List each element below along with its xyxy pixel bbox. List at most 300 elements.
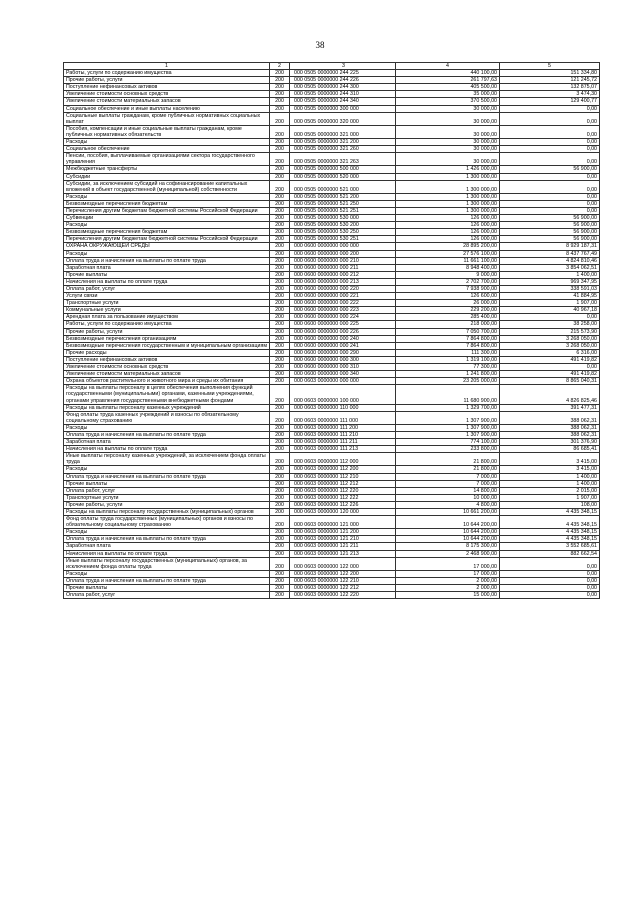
budget-code: 000 0603 0000000 122 212 [290, 585, 396, 592]
approved-amount: 126 000,00 [396, 222, 500, 229]
row-code: 200 [270, 509, 290, 516]
executed-amount: 121 245,72 [500, 77, 600, 84]
budget-code: 000 0600 0000000 000 310 [290, 364, 396, 371]
row-name: Социальное обеспечение [64, 146, 270, 153]
approved-amount: 7 864 800,00 [396, 342, 500, 349]
table-row [64, 378, 600, 385]
executed-amount: 1 907,00 [500, 494, 600, 501]
budget-code: 000 0603 0000000 121 200 [290, 529, 396, 536]
header-cell: 3 [290, 63, 396, 70]
row-name: Заработная плата [64, 264, 270, 271]
executed-amount: 491 419,82 [500, 356, 600, 363]
approved-amount: 1 300 000,00 [396, 200, 500, 207]
approved-amount: 26 000,00 [396, 300, 500, 307]
table-row [64, 200, 600, 207]
approved-amount: 1 300 000,00 [396, 180, 500, 193]
budget-code: 000 0600 0000000 000 200 [290, 250, 396, 257]
executed-amount: 215 573,90 [500, 328, 600, 335]
table-row [64, 180, 600, 193]
row-code: 200 [270, 466, 290, 473]
table-row [64, 278, 600, 285]
approved-amount: 30 000,00 [396, 153, 500, 166]
executed-amount: 1 400,00 [500, 271, 600, 278]
budget-code: 000 0603 0000000 121 211 [290, 543, 396, 550]
row-code: 200 [270, 473, 290, 480]
row-code: 200 [270, 494, 290, 501]
budget-code: 000 0603 0000000 122 220 [290, 592, 396, 599]
executed-amount: 40 967,18 [500, 307, 600, 314]
budget-code: 000 0603 0000000 121 000 [290, 516, 396, 529]
table-row [64, 473, 600, 480]
budget-code: 000 0603 0000000 112 000 [290, 453, 396, 466]
table-row [64, 424, 600, 431]
executed-amount: 0,00 [500, 592, 600, 599]
row-name: Социальное обеспечение и иные выплаты населению [64, 105, 270, 112]
row-code: 200 [270, 356, 290, 363]
row-name: Увеличение стоимости материальных запасов [64, 371, 270, 378]
row-name: Субсидии [64, 173, 270, 180]
budget-code: 000 0600 0000000 000 225 [290, 321, 396, 328]
budget-code: 000 0505 0000000 321 260 [290, 146, 396, 153]
executed-amount: 56 900,00 [500, 222, 600, 229]
row-code: 200 [270, 411, 290, 424]
row-name: Социальные выплаты гражданам, кроме публичных нормативных социальных выплат [64, 112, 270, 125]
row-code: 200 [270, 328, 290, 335]
table-row [64, 487, 600, 494]
table-header-row [64, 63, 600, 70]
row-code: 200 [270, 585, 290, 592]
row-name: Арендная плата за пользование имуществом [64, 314, 270, 321]
row-code: 200 [270, 446, 290, 453]
row-name: Субвенции [64, 215, 270, 222]
table-row [64, 257, 600, 264]
row-code: 200 [270, 543, 290, 550]
row-code: 200 [270, 215, 290, 222]
approved-amount: 14 800,00 [396, 487, 500, 494]
budget-code: 000 0505 0000000 321 200 [290, 139, 396, 146]
row-code: 200 [270, 139, 290, 146]
table-row [64, 146, 600, 153]
approved-amount: 9 000,00 [396, 271, 500, 278]
table-row [64, 215, 600, 222]
executed-amount: 388 062,31 [500, 424, 600, 431]
approved-amount: 126 000,00 [396, 229, 500, 236]
approved-amount: 1 307 900,00 [396, 424, 500, 431]
budget-code: 000 0603 0000000 112 226 [290, 501, 396, 508]
row-code: 200 [270, 342, 290, 349]
row-code: 200 [270, 84, 290, 91]
executed-amount: 4 826 825,46 [500, 385, 600, 404]
budget-code: 000 0600 0000000 000 300 [290, 356, 396, 363]
budget-code: 000 0603 0000000 122 200 [290, 570, 396, 577]
executed-amount: 0,00 [500, 112, 600, 125]
table-row [64, 364, 600, 371]
row-code: 200 [270, 257, 290, 264]
row-name: Иные выплаты персоналу казенных учреждений, за исключением фонда оплаты труда [64, 453, 270, 466]
approved-amount: 126 600,00 [396, 293, 500, 300]
table-row [64, 125, 600, 138]
table-row [64, 371, 600, 378]
row-code: 200 [270, 431, 290, 438]
row-name: Пенсии, пособия, выплачиваемые организациями сектора государственного управления [64, 153, 270, 166]
budget-code: 000 0600 0000000 000 223 [290, 307, 396, 314]
table-row [64, 207, 600, 214]
row-code: 200 [270, 293, 290, 300]
row-code: 200 [270, 577, 290, 584]
table-row [64, 446, 600, 453]
row-code: 200 [270, 307, 290, 314]
approved-amount: 30 000,00 [396, 139, 500, 146]
row-code: 200 [270, 278, 290, 285]
budget-code: 000 0505 0000000 521 251 [290, 207, 396, 214]
executed-amount: 4 435 348,15 [500, 516, 600, 529]
row-name: Безвозмездные перечисления государственным и муниципальным организациям [64, 342, 270, 349]
approved-amount: 229 200,00 [396, 307, 500, 314]
executed-amount: 3 474,30 [500, 91, 600, 98]
executed-amount: 38 258,00 [500, 321, 600, 328]
table-row [64, 570, 600, 577]
approved-amount: 233 800,00 [396, 446, 500, 453]
approved-amount: 30 000,00 [396, 146, 500, 153]
approved-amount: 7 000,00 [396, 480, 500, 487]
table-row [64, 271, 600, 278]
executed-amount: 8 865 040,31 [500, 378, 600, 385]
table-row [64, 70, 600, 77]
row-name: Поступление нефинансовых активов [64, 84, 270, 91]
row-code: 200 [270, 77, 290, 84]
row-code: 200 [270, 371, 290, 378]
row-name: Увеличение стоимости основных средств [64, 364, 270, 371]
budget-code: 000 0603 0000000 111 213 [290, 446, 396, 453]
row-name: Расходы [64, 466, 270, 473]
executed-amount: 0,00 [500, 364, 600, 371]
row-name: Прочие работы, услуги [64, 328, 270, 335]
approved-amount: 1 241 800,00 [396, 371, 500, 378]
table-row [64, 349, 600, 356]
approved-amount: 1 319 100,00 [396, 356, 500, 363]
approved-amount: 440 100,00 [396, 70, 500, 77]
row-name: Охрана объектов растительного и животного мира и среды их обитания [64, 378, 270, 385]
row-code: 200 [270, 91, 290, 98]
budget-code: 000 0600 0000000 000 222 [290, 300, 396, 307]
approved-amount: 8 175 300,00 [396, 543, 500, 550]
row-code: 200 [270, 439, 290, 446]
approved-amount: 10 644 200,00 [396, 529, 500, 536]
row-code: 200 [270, 193, 290, 200]
row-code: 200 [270, 516, 290, 529]
table-row [64, 494, 600, 501]
row-name: Безвозмездные перечисления организациям [64, 335, 270, 342]
row-name: Расходы [64, 222, 270, 229]
row-name: Работы, услуги по содержанию имущества [64, 321, 270, 328]
row-code: 200 [270, 529, 290, 536]
approved-amount: 1 307 900,00 [396, 431, 500, 438]
approved-amount: 30 000,00 [396, 105, 500, 112]
budget-code: 000 0505 0000000 321 000 [290, 125, 396, 138]
row-code: 200 [270, 321, 290, 328]
row-name: Прочие расходы [64, 349, 270, 356]
row-name: Прочие работы, услуги [64, 501, 270, 508]
approved-amount: 8 948 400,00 [396, 264, 500, 271]
approved-amount: 111 300,00 [396, 349, 500, 356]
approved-amount: 1 426 000,00 [396, 166, 500, 173]
row-name: Оплата работ, услуг [64, 592, 270, 599]
table-row [64, 543, 600, 550]
row-name: Межбюджетные трансферты [64, 166, 270, 173]
executed-amount: 129 400,77 [500, 98, 600, 105]
table-row [64, 466, 600, 473]
approved-amount: 126 000,00 [396, 236, 500, 243]
executed-amount: 151 334,80 [500, 70, 600, 77]
approved-amount: 35 000,00 [396, 91, 500, 98]
budget-code: 000 0505 0000000 521 200 [290, 193, 396, 200]
row-name: Расходы [64, 250, 270, 257]
executed-amount: 0,00 [500, 207, 600, 214]
row-name: Увеличение стоимости основных средств [64, 91, 270, 98]
executed-amount: 388 062,31 [500, 431, 600, 438]
budget-code: 000 0600 0000000 000 212 [290, 271, 396, 278]
executed-amount: 3 268 050,00 [500, 342, 600, 349]
table-row [64, 293, 600, 300]
table-row [64, 98, 600, 105]
table-row [64, 173, 600, 180]
budget-code: 000 0600 0000000 000 220 [290, 286, 396, 293]
table-row [64, 335, 600, 342]
approved-amount: 28 895 200,00 [396, 243, 500, 250]
executed-amount: 0,00 [500, 105, 600, 112]
approved-amount: 1 300 000,00 [396, 207, 500, 214]
approved-amount: 11 661 100,00 [396, 257, 500, 264]
budget-code: 000 0600 0000000 000 340 [290, 371, 396, 378]
executed-amount: 4 435 348,15 [500, 509, 600, 516]
executed-amount: 0,00 [500, 153, 600, 166]
approved-amount: 7 000,00 [396, 473, 500, 480]
budget-code: 000 0603 0000000 100 000 [290, 385, 396, 404]
approved-amount: 2 000,00 [396, 585, 500, 592]
row-code: 200 [270, 404, 290, 411]
row-code: 200 [270, 501, 290, 508]
row-name: Перечисления другим бюджетам бюджетной системы Российской Федерации [64, 207, 270, 214]
approved-amount: 2 468 900,00 [396, 550, 500, 557]
row-code: 200 [270, 550, 290, 557]
row-name: Заработная плата [64, 543, 270, 550]
approved-amount: 11 680 900,00 [396, 385, 500, 404]
executed-amount: 1 400,00 [500, 480, 600, 487]
table-row [64, 439, 600, 446]
row-name: Фонд оплаты труда государственных (муниципальных) органов и взносы по обязательному социальному страхованию [64, 516, 270, 529]
table-row [64, 529, 600, 536]
row-code: 200 [270, 264, 290, 271]
row-code: 200 [270, 453, 290, 466]
executed-amount: 8 437 767,49 [500, 250, 600, 257]
row-code: 200 [270, 592, 290, 599]
executed-amount: 4 435 348,15 [500, 536, 600, 543]
row-code: 200 [270, 236, 290, 243]
row-code: 200 [270, 364, 290, 371]
budget-code: 000 0505 0000000 521 250 [290, 200, 396, 207]
budget-code: 000 0600 0000000 000 224 [290, 314, 396, 321]
row-name: Расходы [64, 193, 270, 200]
row-name: Услуги связи [64, 293, 270, 300]
executed-amount: 6 316,00 [500, 349, 600, 356]
budget-code: 000 0600 0000000 000 290 [290, 349, 396, 356]
row-name: Прочие работы, услуги [64, 77, 270, 84]
row-code: 200 [270, 300, 290, 307]
row-code: 200 [270, 378, 290, 385]
executed-amount: 56 900,00 [500, 215, 600, 222]
table-row [64, 385, 600, 404]
executed-amount: 3 415,00 [500, 453, 600, 466]
table-row [64, 577, 600, 584]
row-name: Увеличение стоимости материальных запасов [64, 98, 270, 105]
row-code: 200 [270, 70, 290, 77]
row-code: 200 [270, 385, 290, 404]
budget-code: 000 0505 0000000 530 200 [290, 222, 396, 229]
budget-code: 000 0600 0000000 000 210 [290, 257, 396, 264]
approved-amount: 126 000,00 [396, 215, 500, 222]
row-code: 200 [270, 105, 290, 112]
executed-amount: 338 591,03 [500, 286, 600, 293]
executed-amount: 391 477,31 [500, 404, 600, 411]
executed-amount: 0,00 [500, 139, 600, 146]
row-name: Расходы на выплаты персоналу государственных (муниципальных) органов [64, 509, 270, 516]
table-row [64, 250, 600, 257]
row-code: 200 [270, 557, 290, 570]
executed-amount: 1 907,00 [500, 300, 600, 307]
approved-amount: 21 800,00 [396, 453, 500, 466]
header-cell: 1 [64, 63, 270, 70]
row-name: Расходы [64, 424, 270, 431]
row-code: 200 [270, 286, 290, 293]
approved-amount: 261 797,63 [396, 77, 500, 84]
approved-amount: 2 000,00 [396, 577, 500, 584]
executed-amount: 41 884,95 [500, 293, 600, 300]
executed-amount: 0,00 [500, 585, 600, 592]
row-code: 200 [270, 536, 290, 543]
budget-code: 000 0505 0000000 520 000 [290, 173, 396, 180]
table-row [64, 77, 600, 84]
approved-amount: 10 000,00 [396, 494, 500, 501]
table-row [64, 509, 600, 516]
executed-amount: 1 400,00 [500, 473, 600, 480]
budget-code: 000 0505 0000000 521 000 [290, 180, 396, 193]
row-code: 200 [270, 243, 290, 250]
row-code: 200 [270, 570, 290, 577]
approved-amount: 10 661 200,00 [396, 509, 500, 516]
row-code: 200 [270, 125, 290, 138]
executed-amount: 2 015,00 [500, 487, 600, 494]
executed-amount: 0,00 [500, 180, 600, 193]
budget-code: 000 0505 0000000 244 300 [290, 84, 396, 91]
approved-amount: 218 000,00 [396, 321, 500, 328]
row-name: Расходы [64, 570, 270, 577]
table-row [64, 193, 600, 200]
approved-amount: 1 300 000,00 [396, 193, 500, 200]
budget-code: 000 0600 0000000 000 211 [290, 264, 396, 271]
budget-code: 000 0603 0000000 121 210 [290, 536, 396, 543]
row-code: 200 [270, 207, 290, 214]
budget-code: 000 0600 0000000 000 240 [290, 335, 396, 342]
budget-code: 000 0603 0000000 120 000 [290, 509, 396, 516]
executed-amount: 301 376,90 [500, 439, 600, 446]
row-code: 200 [270, 173, 290, 180]
executed-amount: 0,00 [500, 173, 600, 180]
executed-amount: 3 268 050,00 [500, 335, 600, 342]
budget-code: 000 0603 0000000 112 210 [290, 473, 396, 480]
budget-code: 000 0603 0000000 112 222 [290, 494, 396, 501]
budget-code: 000 0603 0000000 111 000 [290, 411, 396, 424]
table-row [64, 314, 600, 321]
table-row [64, 356, 600, 363]
row-name: Начисления на выплаты по оплате труда [64, 278, 270, 285]
row-name: Иные выплаты персоналу государственных (муниципальных) органов, за исключением фонда оплаты труда [64, 557, 270, 570]
row-code: 200 [270, 271, 290, 278]
row-code: 200 [270, 480, 290, 487]
table-row [64, 91, 600, 98]
approved-amount: 1 300 000,00 [396, 173, 500, 180]
executed-amount: 491 419,82 [500, 371, 600, 378]
table-row [64, 536, 600, 543]
row-name: Расходы [64, 529, 270, 536]
row-code: 200 [270, 98, 290, 105]
table-row [64, 501, 600, 508]
executed-amount: 132 875,07 [500, 84, 600, 91]
executed-amount: 0,00 [500, 314, 600, 321]
row-code: 200 [270, 487, 290, 494]
budget-code: 000 0600 0000000 000 241 [290, 342, 396, 349]
row-name: Прочие выплаты [64, 271, 270, 278]
approved-amount: 370 500,00 [396, 98, 500, 105]
table-row [64, 229, 600, 236]
row-name: Начисления на выплаты по оплате труда [64, 550, 270, 557]
executed-amount: 108,00 [500, 501, 600, 508]
approved-amount: 27 576 100,00 [396, 250, 500, 257]
budget-code: 000 0505 0000000 244 225 [290, 70, 396, 77]
budget-code: 000 0505 0000000 530 250 [290, 229, 396, 236]
table-row [64, 592, 600, 599]
table-row [64, 264, 600, 271]
executed-amount: 388 062,31 [500, 411, 600, 424]
budget-code: 000 0505 0000000 500 000 [290, 166, 396, 173]
row-name: Оплата работ, услуг [64, 286, 270, 293]
executed-amount: 56 900,00 [500, 236, 600, 243]
row-code: 200 [270, 112, 290, 125]
budget-code: 000 0603 0000000 111 211 [290, 439, 396, 446]
executed-amount: 0,00 [500, 577, 600, 584]
executed-amount: 969 347,95 [500, 278, 600, 285]
approved-amount: 7 938 900,00 [396, 286, 500, 293]
table-row [64, 321, 600, 328]
row-name: Заработная плата [64, 439, 270, 446]
row-code: 200 [270, 250, 290, 257]
table-row [64, 307, 600, 314]
row-name: Транспортные услуги [64, 300, 270, 307]
row-name: Транспортные услуги [64, 494, 270, 501]
executed-amount: 882 662,54 [500, 550, 600, 557]
row-code: 200 [270, 166, 290, 173]
row-name: Оплата работ, услуг [64, 487, 270, 494]
approved-amount: 30 000,00 [396, 112, 500, 125]
row-name: Субсидии, за исключением субсидий на софинансирование капитальных вложений в объект государственной (муниципальной) собственности [64, 180, 270, 193]
budget-code: 000 0603 0000000 111 210 [290, 431, 396, 438]
executed-amount: 56 900,00 [500, 229, 600, 236]
row-name: Оплата труда и начисления на выплаты по оплате труда [64, 473, 270, 480]
executed-amount: 56 900,00 [500, 166, 600, 173]
table-row [64, 453, 600, 466]
row-code: 200 [270, 153, 290, 166]
table-row [64, 286, 600, 293]
executed-amount: 0,00 [500, 570, 600, 577]
